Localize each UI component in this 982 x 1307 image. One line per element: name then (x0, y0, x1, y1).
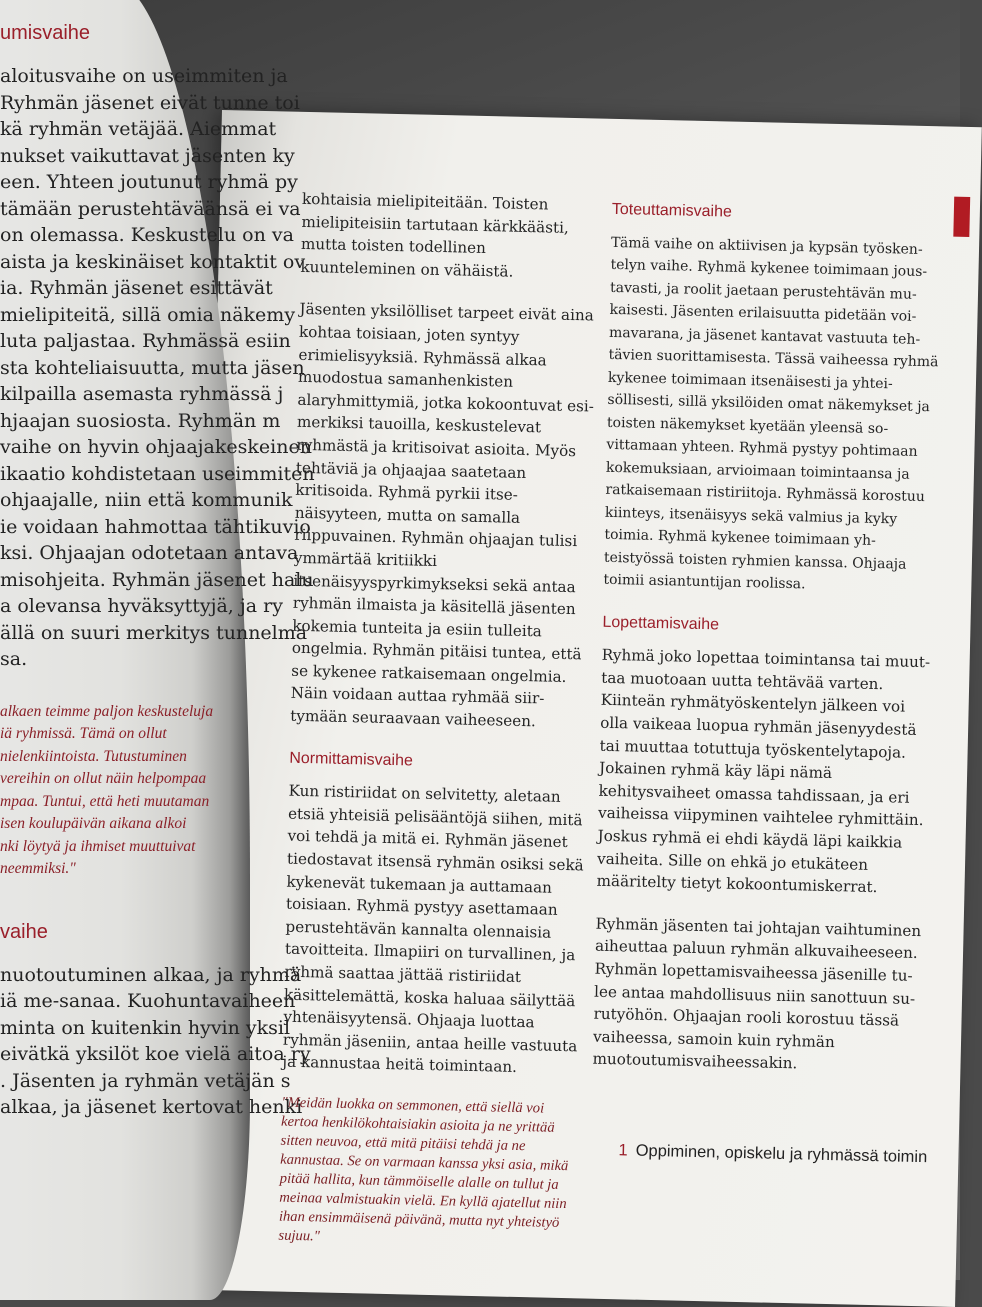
left-line: aloitusvaihe on useimmiten ja (0, 65, 288, 87)
paragraph-vaihtuminen: Ryhmän jäsenten tai johtajan vaihtuminen aiheuttaa paluun ryhmän alkuvaiheeseen. Ryhmän lopettamisvaiheessa jäsenille tulee antaa mahdollisuus niin sanottuun surutyöhön. Ohjaajan rooli korostuu tässä vaiheessa, samoin kuin ryhmän muotoutumisvaiheessakin. (592, 914, 922, 1073)
left-line: kä ryhmän vetäjää. Aiemmat (0, 118, 277, 140)
left-line: ksi. Ohjaajan odotetaan antava (0, 542, 299, 564)
left-top-heading: umisvaihe (0, 22, 91, 44)
left-line: ikaatio kohdistetaan useimmiten (0, 462, 315, 485)
left-line: nuotoutuminen alkaa, ja ryhmä (0, 963, 302, 986)
left-line: kilpailla asemasta ryhmässä j (0, 383, 284, 405)
left-line: ällä on suuri merkitys tunnelma (0, 621, 308, 644)
left-line: iä me-sanaa. Kuohuntavaiheen (0, 990, 296, 1012)
left-line: isen koulupäivän aikana alkoi (0, 815, 187, 832)
paragraph-3: Kun ristiriidat on selvitetty, aletaan etsiä yhteisiä pelisääntöjä siihen, mitä voi tehdä ja mitä ei. Ryhmän jäsenet tiedostavat itsensä ryhmän osiksi sekä kykenevät tukemaan ja auttamaan toisiaan. Ryhmä pystyy asettamaan perustehtävän kannalta olennaisia tavoitteita. Ilmapiiri on turvallinen, ja ryhmä saattaa jättää ristiriidat käsittelemättä, koska haluaa säilyttää yhtenäisyytensä. Ohjaaja luottaa ryhmän jäseniin, antaa heille vastuuta ja kannustaa heitä toimintaan. (282, 781, 584, 1077)
paragraph-lopettamisvaihe: Ryhmä joko lopettaa toimintansa tai muuttaa muotoaan uutta tehtävää varten. Kiinteän ryhmätyöskentelyn jälkeen voi olla vaikeaa luopua ryhmän jäsenyydestä tai muuttaa totuttuja työskentelytapoja. Jokainen ryhmä käy läpi nämä kehitysvaiheet omassa tahdissaan, ja eri vaiheissa viipyminen vaihtelee ryhmittäin. Joskus ryhmä ei ehdi käydä läpi kaikkia vaiheita. Sille on ehkä jo etukäteen määritelty tietyt kokoontumiskerrat. (596, 645, 931, 897)
student-quote: "Meidän luokka on semmonen, että siellä voi kertoa henkilökohtaisiakin asioita ja ne yrittää sitten neuvoa, että mitä pitäisi tehdä ja ne kannustaa. Se on varmaan kanssa yksi asia, mikä pitää hallita, kun tämmöiselle alalle on tullut ja meinaa valmistuakin vielä. En kyllä ajatellut niin ihan ensimmäisenä päivänä, mutta nyt yhteistyö sujuu." (278, 1094, 569, 1245)
page-footer (618, 1141, 958, 1168)
left-line: . Jäsenten ja ryhmän vetäjän s (0, 1069, 291, 1092)
left-line: misohjeita. Ryhmän jäsenet halu (0, 568, 314, 591)
left-line: hjaajan suosiosta. Ryhmän m (0, 409, 281, 432)
left-line: nielenkiintoista. Tutustuminen (0, 747, 187, 765)
left-line: vereihin on ollut näin helpompaa (0, 770, 207, 787)
paragraph-toteuttamisvaihe: Tämä vaihe on aktiivisen ja kypsän työskentelyn vaihe. Ryhmä kykenee toimimaan joustavasti, ja roolit jaetaan perustehtävän mukaisesti. Jäsenten erilaisuutta pidetään voimavarana, ja jäsenet kantavat vastuuta tehtävien suorittamisesta. Tässä vaiheessa ryhmä kykenee toimimaan itsenäisesti ja yhteisöllisesti, sillä yksilöiden omat näkemykset ja toisten näkemykset kyetään yleensä sovittamaan yhteen. Ryhmä pystyy pohtimaan kokemuksiaan, arvioimaan toimintaansa ja ratkaisemaan ristiriitoja. Ryhmässä korostuu kiinteys, itsenäisyys sekä valmius ja kyky toimia. Ryhmä kykenee toimimaan yhteistyössä toisten ryhmien kanssa. Ohjaaja toimii asiantuntijan roolissa. (603, 234, 939, 593)
chapter-tab (953, 197, 970, 237)
left-line: on olemassa. Keskustelu on va (0, 224, 294, 246)
left-second-heading: vaihe (0, 920, 48, 943)
paragraph-1: kohtaisia mielipiteitään. Toisten mielipiteisiin tartutaan kärkkäästi, mutta toisten todellinen kuunteleminen on vähäistä. (300, 189, 569, 281)
left-line: mielipiteitä, sillä omia näkemy (0, 303, 296, 326)
left-line: a olevansa hyväksyttyjä, ja ry (0, 595, 283, 617)
left-line: tämään perustehtäväänsä ei va (0, 197, 301, 220)
left-line: eivätkä yksilöt koe vielä aitoa ry (0, 1043, 311, 1065)
heading-normittamisvaihe: Normittamisvaihe (289, 749, 414, 770)
left-line: neemmiksi." (0, 860, 76, 877)
paragraph-2: Jäsenten yksilölliset tarpeet eivät aina kohtaa toisiaan, joten syntyy erimielisyyksiä. Ryhmässä alkaa muodostua samanhenkisten alaryhmittymiä, jotka kokoontuvat esimerkiksi tauoilla, keskustelevat ryhmästä ja kritisoivat asioita. Myös tehtäviä ja ohjaajaa saatetaan kritisoida. Ryhmä pyrkii itsenäisyyteen, mutta on samalla riippuvainen. Ryhmän ohjaajan tulisi ymmärtää kritiikki itsenäisyyspyrkimykseksi sekä antaa ryhmän ilmaista ja käsitellä jäsenten kokemia tunteita ja esiin tulleita ongelmia. Ryhmän pitäisi tuntea, että se kykenee ratkaisemaan ongelmia. Näin voidaan auttaa ryhmää siirtymään seuraavaan vaiheeseen. (290, 300, 595, 731)
column-right (592, 199, 942, 1098)
heading-toteuttamisvaihe: Toteuttamisvaihe (611, 200, 733, 221)
right-page (195, 110, 982, 1307)
left-line: iä ryhmissä. Tämä on ollut (0, 725, 167, 742)
left-page (0, 0, 315, 1300)
left-line: alkaen teimme paljon keskusteluja (0, 702, 214, 720)
chapter-title: Oppiminen, opiskelu ja ryhmässä toimin (635, 1141, 928, 1167)
left-paragraph-b (0, 962, 311, 1121)
left-line: mpaa. Tuntui, että heti muutaman (0, 792, 210, 810)
left-quote (0, 701, 280, 881)
left-line: een. Yhteen joutunut ryhmä py (0, 171, 298, 193)
left-line: Ryhmän jäsenet eivät tunne toi (0, 91, 300, 114)
left-line: aista ja keskinäiset kontaktit ov (0, 250, 306, 273)
left-line: nki löytyä ja ihmiset muuttuivat (0, 837, 196, 855)
left-line: vaihe on hyvin ohjaajakeskeinen (0, 436, 312, 458)
left-page-content (0, 10, 315, 1121)
chapter-number: 1 (618, 1141, 628, 1160)
left-line: minta on kuitenkin hyvin yksil (0, 1016, 291, 1039)
left-line: sa. (0, 648, 28, 670)
left-line: sta kohteliaisuutta, mutta jäsen (0, 356, 305, 379)
left-line: ie voidaan hahmottaa tähtikuvio (0, 515, 311, 538)
column-left (278, 188, 602, 1272)
heading-lopettamisvaihe: Lopettamisvaihe (602, 613, 720, 633)
left-line: alkaa, ja jäsenet kertovat henki (0, 1096, 303, 1118)
left-line: ia. Ryhmän jäsenet esittävät (0, 277, 273, 299)
left-line: ohjaajalle, niin että kommunik (0, 489, 293, 511)
left-line: nukset vaikuttavat jäsenten ky (0, 144, 295, 167)
left-line: luta paljastaa. Ryhmässä esiin (0, 330, 291, 352)
left-paragraph-a (0, 63, 315, 673)
